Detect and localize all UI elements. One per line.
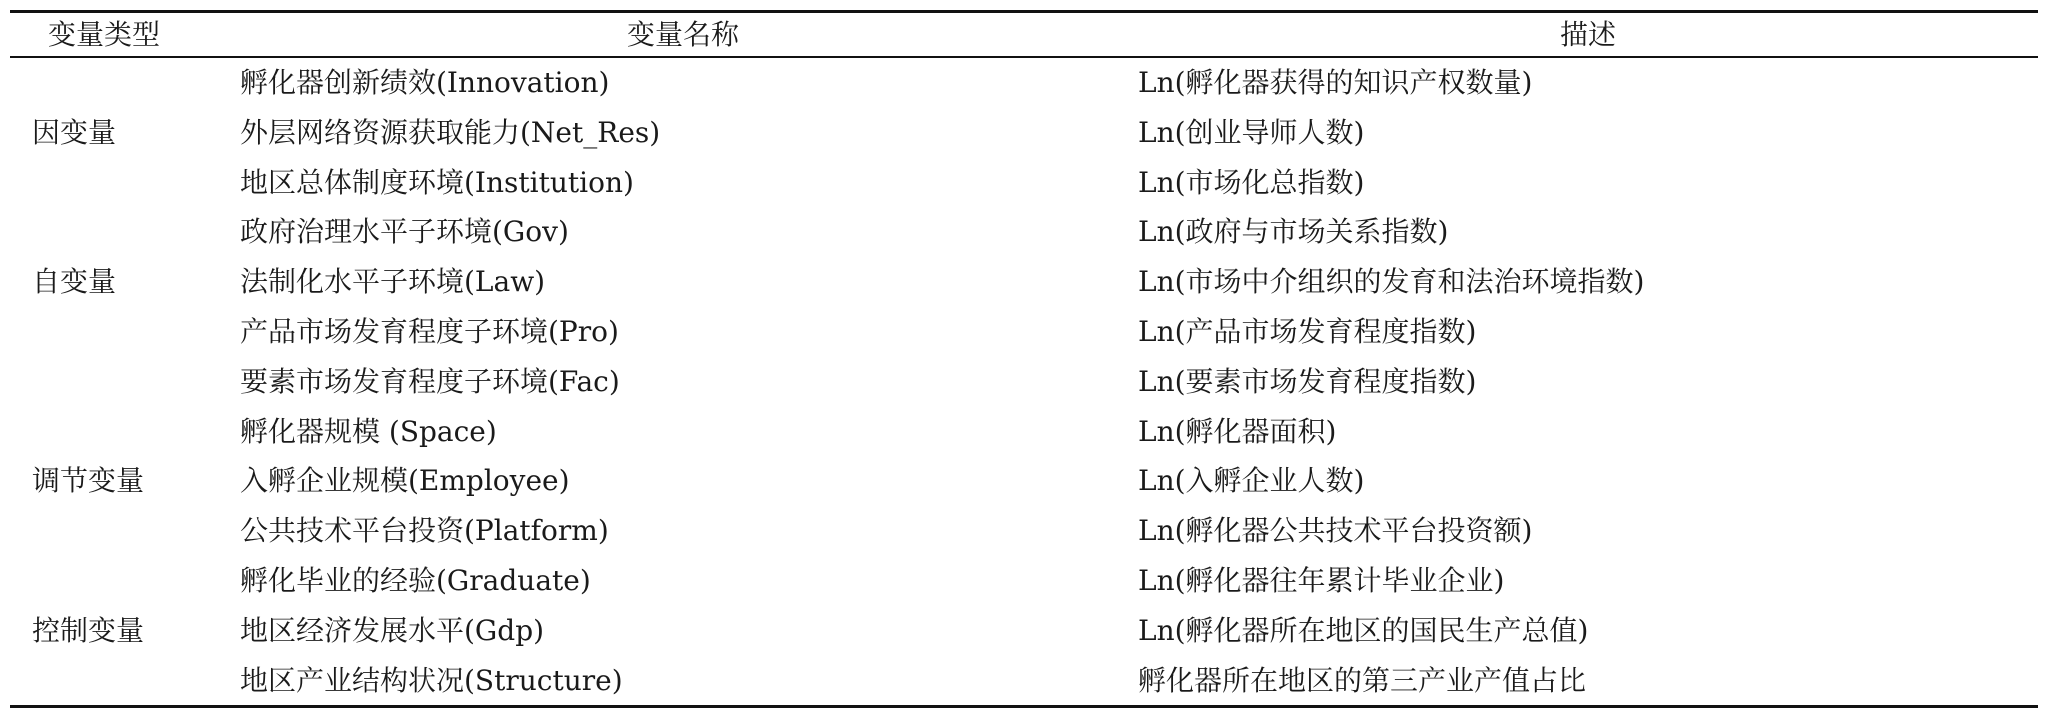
variable-description-cell: Ln(孵化器所在地区的国民生产总值) xyxy=(1138,613,1589,647)
variable-type-cell xyxy=(10,407,228,457)
table-row xyxy=(10,656,2038,707)
table-row xyxy=(10,357,2038,407)
table-row xyxy=(10,257,2038,307)
variable-name-cell: 公共技术平台投资(Platform) xyxy=(240,514,609,548)
variable-description-cell: Ln(市场化总指数) xyxy=(1138,165,1365,199)
table-header xyxy=(10,12,2038,58)
variable-description-cell: Ln(创业导师人数) xyxy=(1138,115,1365,149)
variable-type-cell xyxy=(10,158,228,208)
table-row xyxy=(10,556,2038,606)
variable-description-cell: Ln(孵化器面积) xyxy=(1138,414,1337,448)
table-row xyxy=(10,158,2038,208)
table-body xyxy=(10,57,2038,707)
variable-name-cell: 地区产业结构状况(Structure) xyxy=(240,663,623,697)
variable-type-cell xyxy=(10,57,228,108)
variable-name-cell: 孵化毕业的经验(Graduate) xyxy=(240,564,591,598)
variable-description-cell: Ln(孵化器往年累计毕业企业) xyxy=(1138,564,1505,598)
table-row xyxy=(10,407,2038,457)
variable-description-cell: Ln(政府与市场关系指数) xyxy=(1138,215,1449,249)
variable-name-cell: 地区总体制度环境(Institution) xyxy=(240,165,634,199)
variable-name-cell: 地区经济发展水平(Gdp) xyxy=(240,613,545,647)
header-variable-name: 变量名称 xyxy=(626,17,739,51)
variable-name-cell: 孵化器创新绩效(Innovation) xyxy=(240,66,610,100)
variable-type-cell: 控制变量 xyxy=(32,613,145,647)
table-row xyxy=(10,606,2038,656)
variable-description-cell: Ln(孵化器获得的知识产权数量) xyxy=(1138,66,1533,100)
variable-name-cell: 产品市场发育程度子环境(Pro) xyxy=(240,315,619,349)
header-description: 描述 xyxy=(1559,17,1616,51)
variable-description-cell: 孵化器所在地区的第三产业产值占比 xyxy=(1138,663,1587,697)
variable-name-cell: 外层网络资源获取能力(Net_Res) xyxy=(240,115,661,149)
table-row xyxy=(10,108,2038,158)
variable-type-cell xyxy=(10,656,228,707)
variable-type-cell: 自变量 xyxy=(32,265,117,299)
variable-description-cell: Ln(市场中介组织的发育和法治环境指数) xyxy=(1138,265,1645,299)
variable-description-cell: Ln(产品市场发育程度指数) xyxy=(1138,315,1477,349)
variable-type-cell xyxy=(10,357,228,407)
variable-name-cell: 要素市场发育程度子环境(Fac) xyxy=(240,364,620,398)
variable-type-cell xyxy=(10,207,228,257)
table-row xyxy=(10,506,2038,556)
variable-description-cell: Ln(要素市场发育程度指数) xyxy=(1138,364,1477,398)
variable-type-cell: 因变量 xyxy=(32,115,117,149)
variable-name-cell: 孵化器规模 (Space) xyxy=(240,414,497,448)
variable-name-cell: 法制化水平子环境(Law) xyxy=(240,265,546,299)
variable-type-cell xyxy=(10,556,228,606)
table-row xyxy=(10,57,2038,108)
variable-type-cell xyxy=(10,307,228,357)
variable-type-cell xyxy=(10,506,228,556)
variable-type-cell: 调节变量 xyxy=(32,464,145,498)
table-row xyxy=(10,207,2038,257)
variable-description-cell: Ln(入孵企业人数) xyxy=(1138,464,1365,498)
table-row xyxy=(10,456,2038,506)
variable-name-cell: 入孵企业规模(Employee) xyxy=(240,464,570,498)
variable-description-cell: Ln(孵化器公共技术平台投资额) xyxy=(1138,514,1533,548)
variable-table-container xyxy=(10,10,2038,708)
variable-name-cell: 政府治理水平子环境(Gov) xyxy=(240,215,569,249)
table-row xyxy=(10,307,2038,357)
header-variable-type: 变量类型 xyxy=(48,17,161,51)
header-row xyxy=(10,12,2038,58)
variable-definition-table xyxy=(10,10,2038,708)
